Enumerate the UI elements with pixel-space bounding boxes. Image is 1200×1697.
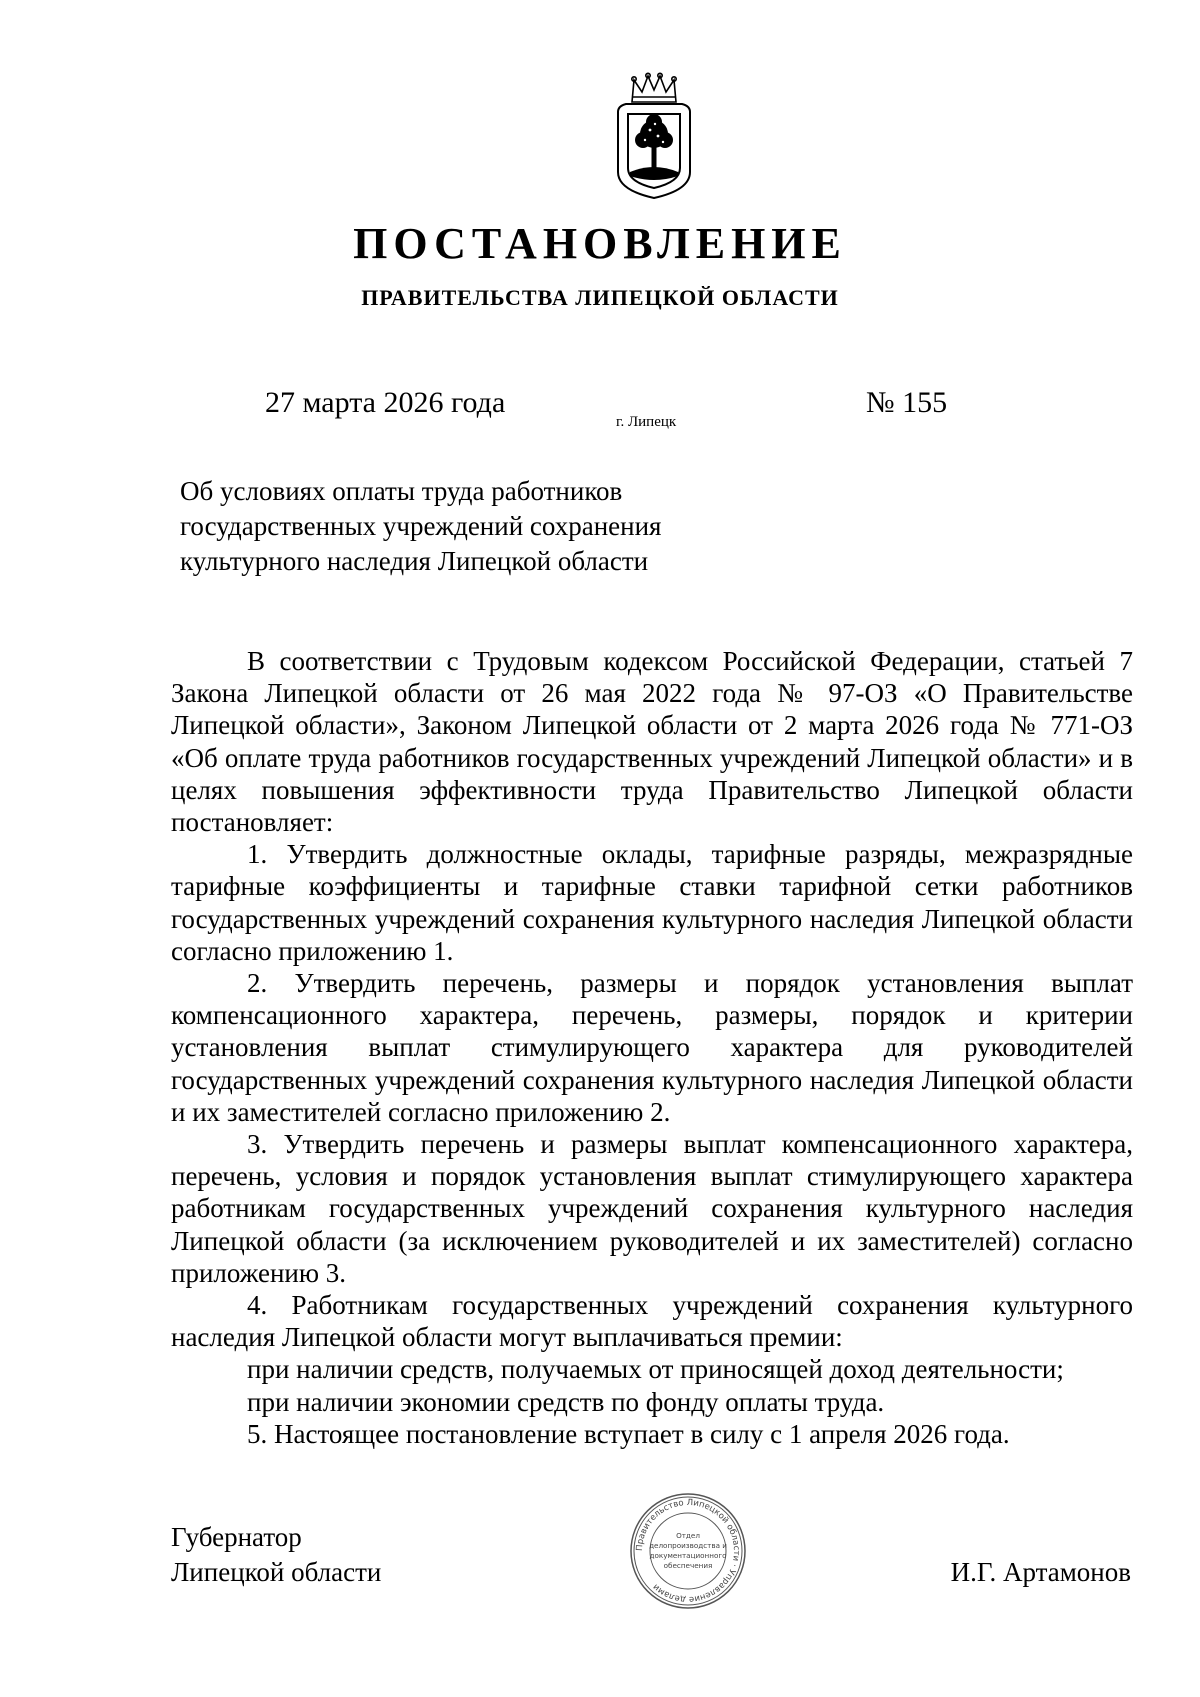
subject-line: культурного наследия Липецкой области (180, 546, 649, 576)
subject-line: Об условиях оплаты труда работников (180, 476, 623, 506)
stamp-center-line: обеспечения (663, 1561, 713, 1570)
clause-4-item: при наличии средств, получаемых от приносящей доход деятельности; (247, 1354, 1064, 1385)
official-stamp (628, 1491, 748, 1611)
document-type-title: ПОСТАНОВЛЕНИЕ (353, 219, 847, 268)
document-body (171, 645, 1133, 1450)
position-line: Липецкой области (171, 1557, 382, 1587)
stamp-center-line: документационного (649, 1551, 727, 1560)
document-subject (180, 474, 740, 579)
stamp-ring-text: Правительство Липецкой области · Управление делами (634, 1497, 742, 1605)
document-date: 27 марта 2026 года (265, 386, 506, 419)
subject-line: государственных учреждений сохранения (180, 511, 662, 541)
document-city: г. Липецк (616, 414, 677, 430)
signatory-position (171, 1520, 381, 1590)
document-number: № 155 (866, 386, 948, 419)
clause-3: 3. Утвердить перечень и размеры выплат компенсационного характера, перечень, условия и порядок установления выплат стимулирующего характера работникам государственных учреждений сохранения культурного наследия Липецкой области (за исключением руководителей и их заместителей) согласно приложению 3. (171, 1129, 1133, 1288)
position-line: Губернатор (171, 1522, 302, 1552)
coat-of-arms-icon (612, 72, 696, 202)
clause-1: 1. Утвердить должностные оклады, тарифные разряды, межразрядные тарифные коэффициенты и тарифные ставки тарифной сетки работников государственных учреждений сохранения культурного наследия Липецкой области согласно приложению 1. (171, 839, 1133, 966)
signatory-name: И.Г. Артамонов (950, 1557, 1131, 1587)
clause-2: 2. Утвердить перечень, размеры и порядок установления выплат компенсационного характера, перечень, размеры, порядок и критерии установления выплат стимулирующего характера для руководителей государственных учреждений сохранения культурного наследия Липецкой области и их заместителей согласно приложению 2. (171, 968, 1133, 1127)
clause-5: 5. Настоящее постановление вступает в силу с 1 апреля 2026 года. (247, 1418, 1010, 1449)
clause-4: 4. Работникам государственных учреждений сохранения культурного наследия Липецкой области могут выплачиваться премии: (171, 1290, 1133, 1353)
stamp-center-line: Отдел (676, 1531, 700, 1540)
stamp-center-line: делопроизводства и (649, 1541, 727, 1550)
clause-4-item: при наличии экономии средств по фонду оплаты труда. (247, 1386, 885, 1417)
issuer-name: ПРАВИТЕЛЬСТВА ЛИПЕЦКОЙ ОБЛАСТИ (361, 285, 839, 310)
preamble-paragraph: В соответствии с Трудовым кодексом Российской Федерации, статьей 7 Закона Липецкой области от 26 мая 2022 года № 97-ОЗ «О Правительстве Липецкой области», Законом Липецкой области от 2 марта 2026 года № 771-ОЗ «Об оплате труда работников государственных учреждений Липецкой области» и в целях повышения эффективности труда Правительство Липецкой области постановляет: (171, 646, 1133, 838)
